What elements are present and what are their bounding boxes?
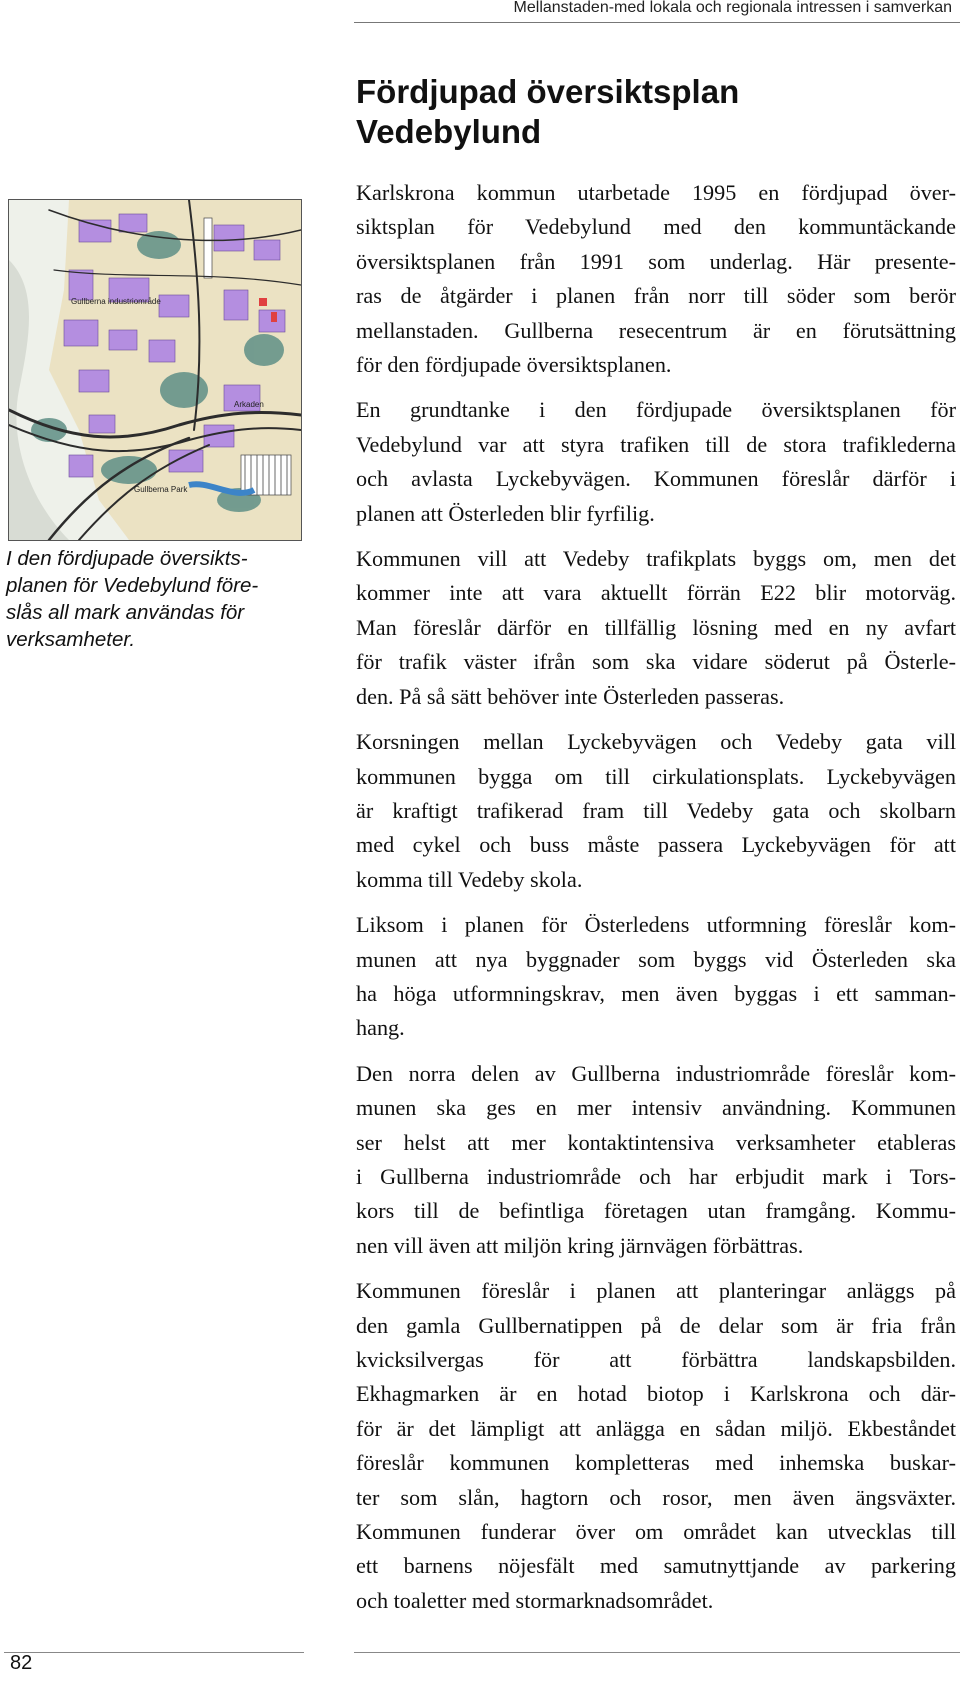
- plan-map-drawing: [9, 200, 301, 540]
- text-line: den gamla Gullbernatippen på de delar som är fria från: [356, 1312, 956, 1338]
- footer-rule-right: [354, 1652, 960, 1653]
- text-line: Man föreslår därför en tillfällig lösning med en ny avfart: [356, 614, 956, 640]
- text-line: kvicksilvergas för att förbättra landskapsbilden.: [356, 1347, 956, 1372]
- paragraph-6: [356, 1057, 956, 1263]
- text-line: En grundtanke i den fördjupade översiktsplanen för: [356, 397, 956, 423]
- text-line: Korsningen mellan Lyckebyvägen och Vedeby gata vill: [356, 729, 956, 755]
- header-rule: [354, 22, 960, 23]
- text-line: för trafik väster ifrån som ska vidare söderut på Österle-: [356, 649, 956, 675]
- text-line: Karlskrona kommun utarbetade 1995 en fördjupad över-: [356, 180, 956, 205]
- text-line: och toaletter med stormarknadsområdet.: [356, 1587, 714, 1613]
- text-line: nen vill även att miljön kring järnvägen förbättras.: [356, 1232, 804, 1258]
- text-line: siktsplan för Vedebylund med den kommuntäckande: [356, 214, 956, 240]
- plan-map: [8, 199, 302, 541]
- text-line: och avlasta Lyckebyvägen. Kommunen föreslår därför i: [356, 466, 956, 492]
- page-number: 82: [10, 1652, 33, 1674]
- text-line: Kommunen föreslår i planen att planteringar anläggs på: [356, 1278, 956, 1304]
- text-line: i Gullberna industriområde och har erbjudit mark i Tors-: [356, 1163, 956, 1189]
- text-line: ras de åtgärder i planen från norr till söder som berör: [356, 283, 956, 309]
- text-line: Kommunen vill att Vedeby trafikplats byggs om, men det: [356, 546, 956, 572]
- paragraph-7: [356, 1274, 956, 1618]
- body-text: [356, 176, 956, 1629]
- text-line: munen ska ges en mer intensiv användning. Kommunen: [356, 1095, 956, 1121]
- text-line: för är det lämpligt att anlägga en sådan miljö. Ekbeståndet: [356, 1415, 956, 1441]
- paragraph-5: [356, 908, 956, 1046]
- caption-line: planen för Vedebylund före-: [6, 574, 259, 597]
- map-label-south: Gullberna Park: [134, 485, 188, 494]
- text-line: föreslår kommunen kompletteras med inhemska buskar-: [356, 1450, 956, 1476]
- text-line: ha höga utformningskrav, men även byggas i ett samman-: [356, 980, 956, 1006]
- text-line: hang.: [356, 1015, 405, 1041]
- paragraph-3: [356, 542, 956, 714]
- text-line: komma till Vedeby skola.: [356, 866, 583, 892]
- running-header: Mellanstaden-med lokala och regionala intressen i samverkan: [513, 0, 952, 16]
- page-title: [356, 72, 946, 152]
- text-line: munen att nya byggnader som byggs vid Österleden ska: [356, 946, 956, 972]
- text-line: översiktsplanen från 1991 som underlag. Här presente-: [356, 248, 956, 274]
- text-line: kommer inte att vara aktuellt förrän E22 blir motorväg.: [356, 580, 956, 606]
- text-line: mellanstaden. Gullberna resecentrum är en förutsättning: [356, 317, 956, 343]
- map-caption: [6, 545, 296, 653]
- text-line: Vedebylund var att styra trafiken till de stora trafiklederna: [356, 431, 956, 457]
- caption-line: I den fördjupade översikts-: [6, 547, 248, 570]
- text-line: kommunen bygga om till cirkulationsplats. Lyckebyvägen: [356, 763, 956, 789]
- map-label-north: Gullberna industriområde: [71, 297, 161, 306]
- text-line: Liksom i planen för Österledens utformning föreslår kom-: [356, 912, 956, 938]
- text-line: kors till de befintliga företagen utan framgång. Kommu-: [356, 1198, 956, 1224]
- page-title-line-1: Fördjupad översiktsplan: [356, 73, 740, 110]
- text-line: med cykel och buss måste passera Lyckebyvägen för att: [356, 832, 956, 858]
- text-line: för den fördjupade översiktsplanen.: [356, 352, 672, 378]
- paragraph-2: [356, 393, 956, 531]
- map-label-middle: Arkaden: [234, 400, 264, 409]
- text-line: ett barnens nöjesfält med samutnyttjande av parkering: [356, 1553, 956, 1579]
- paragraph-4: [356, 725, 956, 897]
- text-line: är kraftigt trafikerad fram till Vedeby gata och skolbarn: [356, 797, 956, 823]
- caption-line: slås all mark användas för: [6, 601, 245, 624]
- paragraph-1: [356, 176, 956, 382]
- text-line: Ekhagmarken är en hotad biotop i Karlskrona och där-: [356, 1381, 956, 1407]
- text-line: Den norra delen av Gullberna industriområde föreslår kom-: [356, 1060, 956, 1086]
- text-line: ser helst att mer kontaktintensiva verksamheter etableras: [356, 1129, 956, 1155]
- footer-rule-left: [4, 1652, 304, 1653]
- page-title-line-2: Vedebylund: [356, 113, 542, 150]
- text-line: Kommunen funderar över om området kan utvecklas till: [356, 1519, 956, 1545]
- caption-line: verksamheter.: [6, 628, 136, 651]
- text-line: planen att Österleden blir fyrfilig.: [356, 500, 655, 526]
- text-line: den. På så sätt behöver inte Österleden passeras.: [356, 683, 785, 709]
- text-line: ter som slån, hagtorn och rosor, men även ängsväxter.: [356, 1484, 956, 1510]
